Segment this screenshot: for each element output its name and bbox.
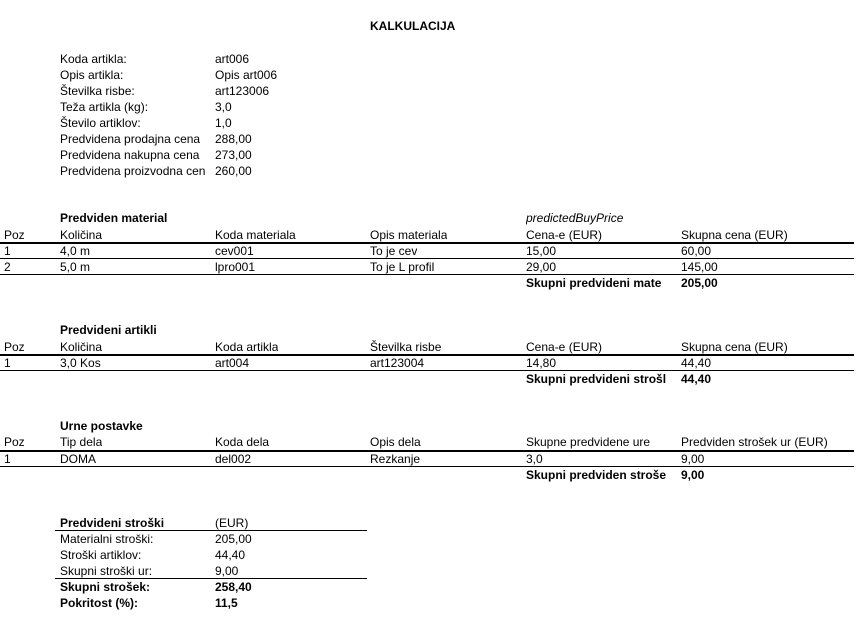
cost-total-label: Skupni strošek: <box>60 580 151 594</box>
cell: 14,80 <box>526 356 557 370</box>
cell: art004 <box>215 356 250 370</box>
cell: art123004 <box>370 356 425 370</box>
column-header: Skupna cena (EUR) <box>681 340 788 354</box>
cost-value: 44,40 <box>215 548 246 562</box>
column-header: Poz <box>4 228 25 242</box>
column-header: Opis materiala <box>370 228 448 242</box>
cost-label: Stroški artiklov: <box>60 548 142 562</box>
column-header: Poz <box>4 435 25 449</box>
section-title: Urne postavke <box>60 419 143 433</box>
column-header: Številka risbe <box>370 340 442 354</box>
section-title: Predviden material <box>60 211 168 225</box>
cost-label: Materialni stroški: <box>60 532 154 546</box>
cost-total-rule <box>55 578 367 579</box>
cost-unit: (EUR) <box>215 516 249 530</box>
cost-title: Predvideni stroški <box>60 516 165 530</box>
column-header: Koda materiala <box>215 228 296 242</box>
cell: 29,00 <box>526 260 557 274</box>
info-label: Opis artikla: <box>60 68 124 82</box>
cell: del002 <box>215 452 252 466</box>
info-value: art123006 <box>215 84 270 98</box>
cell: 9,00 <box>681 452 705 466</box>
cell: 4,0 m <box>60 244 91 258</box>
cell: 1 <box>4 244 11 258</box>
price-note: predictedBuyPrice <box>526 211 624 225</box>
info-value: 1,0 <box>215 116 232 130</box>
cost-total-value: 258,40 <box>215 580 252 594</box>
cell: 145,00 <box>681 260 718 274</box>
column-header: Skupne predvidene ure <box>526 435 651 449</box>
coverage-label: Pokritost (%): <box>60 596 138 610</box>
total-value: 44,40 <box>681 372 712 386</box>
column-header: Poz <box>4 340 25 354</box>
header-rule <box>0 242 854 244</box>
cost-value: 9,00 <box>215 564 239 578</box>
info-label: Število artiklov: <box>60 116 141 130</box>
info-label: Predvidena proizvodna cen <box>60 164 206 178</box>
info-label: Predvidena nakupna cena <box>60 148 200 162</box>
cell: 3,0 <box>526 452 543 466</box>
column-header: Količina <box>60 340 103 354</box>
info-label: Teža artikla (kg): <box>60 100 149 114</box>
header-rule <box>0 354 854 356</box>
row-rule <box>0 370 854 371</box>
cost-value: 205,00 <box>215 532 252 546</box>
info-label: Koda artikla: <box>60 52 127 66</box>
column-header: Koda dela <box>215 435 270 449</box>
cost-label: Skupni stroški ur: <box>60 564 153 578</box>
info-value: 288,00 <box>215 132 252 146</box>
column-header: Predviden strošek ur (EUR) <box>681 435 828 449</box>
cell: To je L profil <box>370 260 435 274</box>
total-label: Skupni predvideni mate <box>526 276 662 290</box>
cell: 44,40 <box>681 356 712 370</box>
info-label: Predvidena prodajna cena <box>60 132 201 146</box>
cell: 1 <box>4 356 11 370</box>
column-header: Količina <box>60 228 103 242</box>
cell: 60,00 <box>681 244 712 258</box>
info-value: 3,0 <box>215 100 232 114</box>
cell: To je cev <box>370 244 418 258</box>
total-label: Skupni predviden strošе <box>526 468 667 482</box>
column-header: Koda artikla <box>215 340 279 354</box>
cell: 5,0 m <box>60 260 91 274</box>
header-rule <box>0 450 854 452</box>
page-title: KALKULACIJA <box>370 19 456 33</box>
column-header: Opis dela <box>370 435 421 449</box>
coverage-value: 11,5 <box>215 596 238 610</box>
total-label: Skupni predvideni strošl <box>526 372 667 386</box>
row-rule <box>0 466 854 467</box>
cell: 2 <box>4 260 11 274</box>
info-label: Številka risbe: <box>60 84 135 98</box>
info-value: Opis art006 <box>215 68 278 82</box>
info-value: 260,00 <box>215 164 252 178</box>
cell: 1 <box>4 452 11 466</box>
column-header: Tip dela <box>60 435 103 449</box>
info-value: 273,00 <box>215 148 252 162</box>
section-title: Predvideni artikli <box>60 323 157 337</box>
info-value: art006 <box>215 52 250 66</box>
row-rule <box>0 258 854 259</box>
cell: Rezkanje <box>370 452 421 466</box>
column-header: Cena-e (EUR) <box>526 340 603 354</box>
cell: DOMA <box>60 452 96 466</box>
column-header: Cena-e (EUR) <box>526 228 603 242</box>
total-value: 9,00 <box>681 468 705 482</box>
cost-header-rule <box>55 530 367 531</box>
cell: 3,0 Kos <box>60 356 101 370</box>
cell: 15,00 <box>526 244 557 258</box>
cell: lpro001 <box>215 260 256 274</box>
cell: cev001 <box>215 244 254 258</box>
total-value: 205,00 <box>681 276 718 290</box>
row-rule <box>0 274 854 275</box>
column-header: Skupna cena (EUR) <box>681 228 788 242</box>
